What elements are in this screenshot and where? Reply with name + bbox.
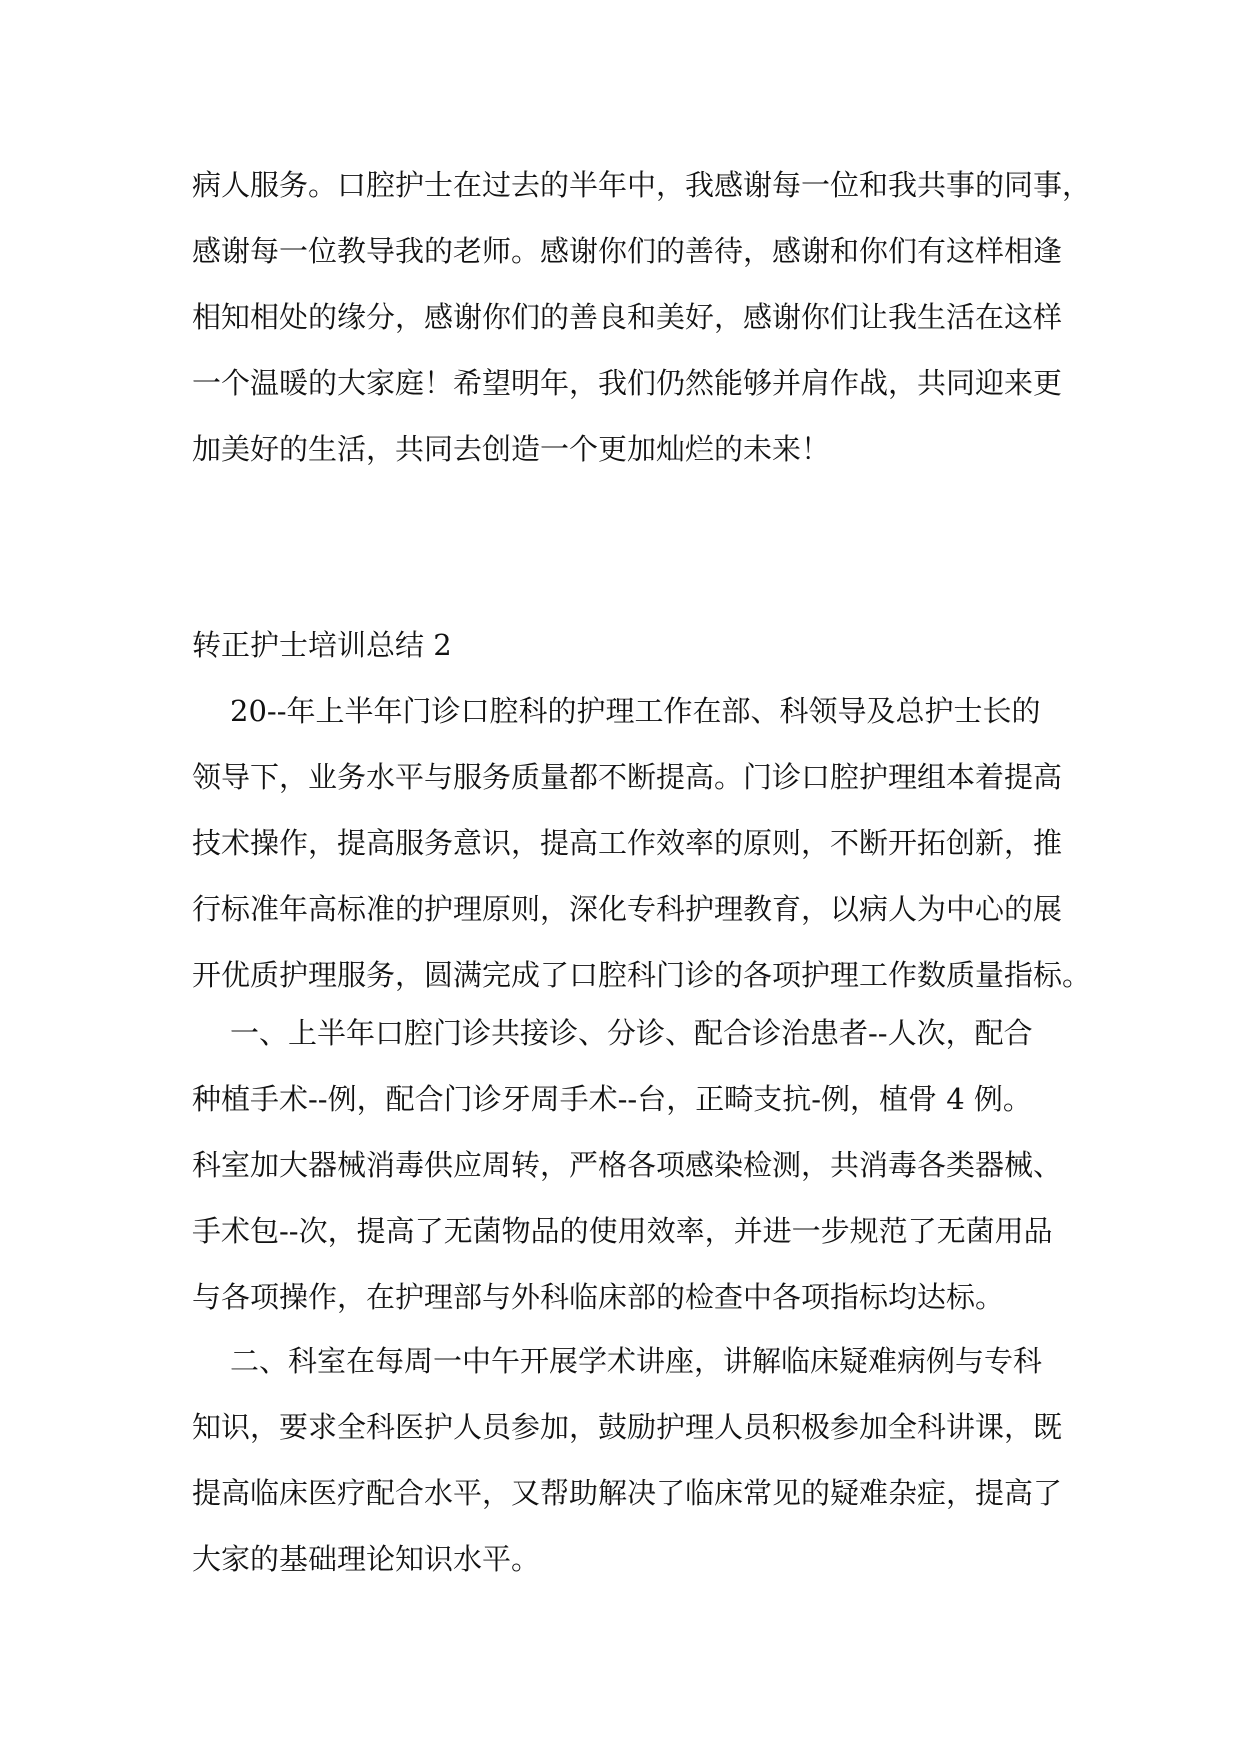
paragraph-line: 感谢每一位教导我的老师。感谢你们的善待，感谢和你们有这样相逢 (192, 234, 1063, 268)
paragraph-line: 加美好的生活，共同去创造一个更加灿烂的未来！ (192, 432, 831, 466)
paragraph-line: 技术操作，提高服务意识，提高工作效率的原则，不断开拓创新，推 (192, 826, 1063, 860)
paragraph-line: 科室加大器械消毒供应周转，严格各项感染检测，共消毒各类器械、 (192, 1148, 1063, 1182)
paragraph-line: 一个温暖的大家庭！希望明年，我们仍然能够并肩作战，共同迎来更 (192, 366, 1063, 400)
paragraph-line: 行标准年高标准的护理原则，深化专科护理教育，以病人为中心的展 (192, 892, 1063, 926)
paragraph-line: 病人服务。口腔护士在过去的半年中，我感谢每一位和我共事的同事， (192, 168, 1092, 202)
section-title-block (192, 612, 1072, 678)
paragraph-line: 领导下，业务水平与服务质量都不断提高。门诊口腔护理组本着提高 (192, 760, 1063, 794)
section-title: 转正护士培训总结 2 (192, 628, 452, 662)
paragraph-2 (192, 1000, 1072, 1330)
paragraph-line: 提高临床医疗配合水平，又帮助解决了临床常见的疑难杂症，提高了 (192, 1476, 1063, 1510)
paragraph-line: 20--年上半年门诊口腔科的护理工作在部、科领导及总护士长的 (230, 694, 1041, 728)
paragraph-1 (192, 678, 1092, 1008)
paragraph-line: 二、科室在每周一中午开展学术讲座，讲解临床疑难病例与专科 (230, 1344, 1043, 1378)
paragraph-line: 种植手术--例，配合门诊牙周手术--台，正畸支抗-例，植骨 4 例。 (192, 1082, 1032, 1116)
paragraph-line: 知识，要求全科医护人员参加，鼓励护理人员积极参加全科讲课，既 (192, 1410, 1063, 1444)
paragraph-3 (192, 1328, 1072, 1592)
paragraph-line: 与各项操作，在护理部与外科临床部的检查中各项指标均达标。 (192, 1280, 1005, 1314)
paragraph-line: 手术包--次，提高了无菌物品的使用效率，并进一步规范了无菌用品 (192, 1214, 1053, 1248)
intro-paragraph (192, 152, 1092, 482)
paragraph-line: 一、上半年口腔门诊共接诊、分诊、配合诊治患者--人次，配合 (230, 1016, 1033, 1050)
paragraph-line: 大家的基础理论知识水平。 (192, 1542, 541, 1576)
paragraph-line: 开优质护理服务，圆满完成了口腔科门诊的各项护理工作数质量指标。 (192, 958, 1092, 992)
paragraph-line: 相知相处的缘分，感谢你们的善良和美好，感谢你们让我生活在这样 (192, 300, 1063, 334)
